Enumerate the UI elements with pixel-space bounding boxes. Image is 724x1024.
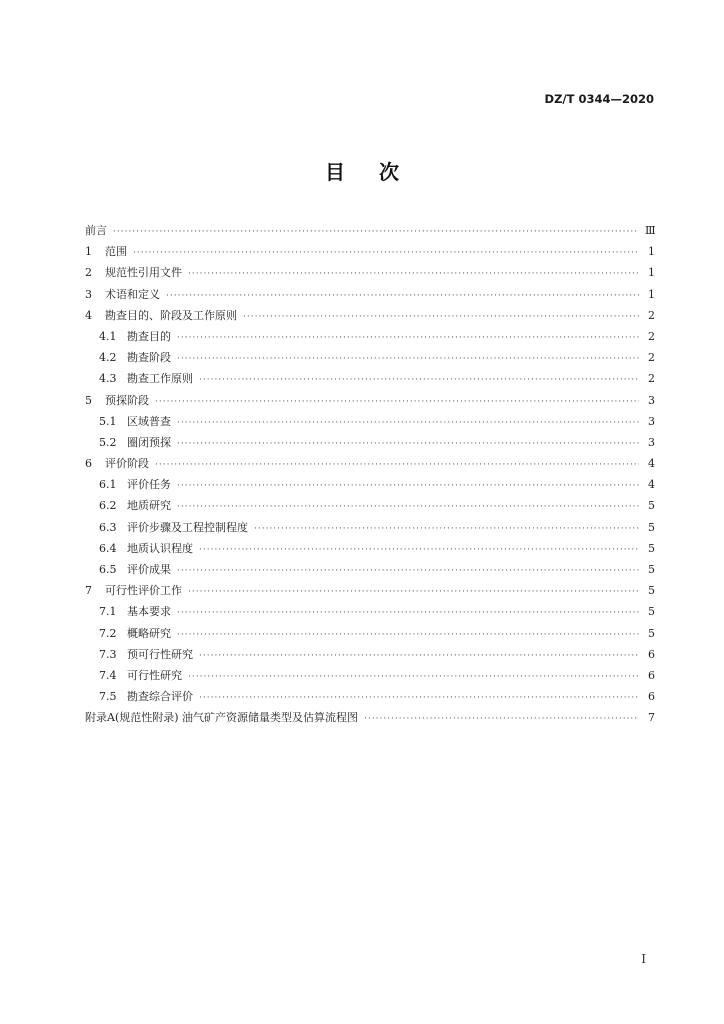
toc-leader-dots (155, 392, 639, 413)
toc-entry-page: 3 (648, 435, 655, 449)
toc-entry-title: 范围 (105, 245, 127, 259)
toc-entry-title: 评价成果 (127, 563, 171, 576)
toc-entry-page: 2 (648, 329, 655, 343)
toc-entry-title: 地质研究 (127, 499, 171, 513)
toc-leader-dots (113, 222, 639, 243)
toc-entry-5-2[interactable] (85, 432, 655, 453)
toc-entry-page: 3 (648, 393, 655, 407)
toc-entry-number: 6.3 (99, 520, 117, 534)
toc-entry-number: 7.5 (99, 690, 117, 704)
toc-entry-title: 概略研究 (127, 626, 171, 640)
toc-entry-page: 6 (648, 690, 655, 704)
toc-entry-number: 6.5 (99, 563, 117, 576)
toc-entry-page: 5 (648, 563, 655, 576)
toc-entry-title: 规范性引用文件 (105, 266, 182, 280)
toc-entry-title: 区域普查 (127, 414, 171, 428)
toc-entry-number: 7.1 (99, 605, 117, 619)
toc-leader-dots (177, 603, 639, 624)
toc-entry-page: 5 (648, 520, 655, 534)
toc-entry-page: 1 (648, 245, 655, 259)
page-title: 目次 (325, 160, 433, 184)
toc-leader-dots (199, 688, 639, 709)
toc-leader-dots (188, 667, 639, 688)
toc-entry-6-1[interactable] (85, 474, 655, 495)
toc-entry-page: 5 (648, 626, 655, 640)
toc-entry-title: 评价阶段 (105, 457, 149, 471)
toc-leader-dots (177, 497, 639, 518)
toc-leader-dots (177, 476, 639, 497)
toc-entry-7-2[interactable] (85, 623, 655, 644)
toc-entry-number: 7.4 (99, 668, 117, 682)
toc-entry-page: 2 (648, 372, 655, 386)
toc-entry-page: 4 (648, 478, 655, 492)
toc-entry-page: 6 (648, 647, 655, 661)
toc-entry-1[interactable] (85, 241, 655, 262)
toc-entry-page: 6 (648, 668, 655, 682)
toc-entry-7-4[interactable] (85, 665, 655, 686)
toc-leader-dots (199, 540, 639, 561)
toc-entry-page: 2 (648, 308, 655, 322)
toc-entry-number: 5.1 (99, 414, 117, 428)
toc-entry-page: 1 (648, 287, 655, 301)
toc-entry-page: 5 (648, 541, 655, 555)
toc-leader-dots (166, 286, 639, 307)
toc-entry-number: 7.3 (99, 647, 117, 661)
toc-entry-page: 5 (648, 605, 655, 619)
toc-entry-page: 7 (648, 711, 655, 725)
toc-entry-title: 地质认识程度 (127, 541, 193, 555)
toc-entry-number: 3 (85, 287, 92, 301)
toc-entry-number: 4 (85, 308, 92, 322)
toc-leader-dots (177, 625, 639, 646)
toc-entry-title: 勘查阶段 (127, 351, 171, 365)
toc-leader-dots (188, 582, 639, 603)
toc-leader-dots (177, 413, 639, 434)
toc-entry-appendix-a[interactable] (85, 707, 655, 728)
toc-entry-7-3[interactable] (85, 644, 655, 665)
toc-leader-dots (177, 434, 639, 455)
toc-entry-6-3[interactable] (85, 517, 655, 538)
toc-entry-title: 附录A(规范性附录) 油气矿产资源储量类型及估算流程图 (85, 711, 359, 725)
toc-entry-title: 勘查综合评价 (127, 690, 193, 704)
toc-entry-title: 前言 (85, 224, 107, 237)
toc-entry-title: 勘查目的、阶段及工作原则 (105, 308, 237, 322)
toc-entry-title: 预可行性研究 (127, 647, 193, 661)
toc-entry-page: 5 (648, 499, 655, 513)
toc-leader-dots (199, 646, 639, 667)
toc-entry-6[interactable] (85, 453, 655, 474)
toc-entry-7-5[interactable] (85, 686, 655, 707)
toc-entry-number: 4.2 (99, 351, 117, 365)
toc-entry-7[interactable] (85, 580, 655, 601)
toc-entry-4-1[interactable] (85, 326, 655, 347)
toc-entry-6-5[interactable] (85, 559, 655, 580)
toc-entry-number: 6.2 (99, 499, 117, 513)
toc-entry-4-2[interactable] (85, 347, 655, 368)
toc-entry-title: 勘查目的 (127, 329, 171, 343)
toc-entry-number: 5 (85, 393, 92, 407)
toc-entry-title: 评价步骤及工程控制程度 (127, 520, 248, 534)
toc-entry-foreword[interactable] (85, 220, 655, 241)
toc-entry-number: 4.3 (99, 372, 117, 386)
toc-entry-number: 2 (85, 266, 92, 280)
toc-entry-title: 勘查工作原则 (127, 372, 193, 386)
toc-entry-title: 评价任务 (127, 478, 171, 492)
toc-leader-dots (177, 349, 639, 370)
toc-entry-page: 4 (648, 457, 655, 471)
table-of-contents (85, 220, 655, 729)
toc-entry-page: Ⅲ (645, 224, 656, 237)
toc-entry-number: 7.2 (99, 626, 117, 640)
toc-leader-dots (199, 370, 639, 391)
toc-leader-dots (254, 519, 639, 540)
toc-entry-title: 术语和定义 (105, 287, 160, 301)
toc-entry-title: 可行性研究 (127, 668, 182, 682)
toc-leader-dots (177, 328, 639, 349)
toc-entry-5-1[interactable] (85, 411, 655, 432)
toc-entry-page: 2 (648, 351, 655, 365)
toc-leader-dots (155, 455, 639, 476)
toc-leader-dots (133, 243, 639, 264)
toc-entry-5[interactable] (85, 390, 655, 411)
toc-entry-4[interactable] (85, 305, 655, 326)
toc-entry-number: 6 (85, 457, 92, 471)
toc-entry-3[interactable] (85, 284, 655, 305)
toc-leader-dots (364, 709, 639, 730)
toc-entry-page: 1 (648, 266, 655, 280)
toc-entry-number: 1 (85, 245, 92, 259)
toc-entry-page: 5 (648, 584, 655, 598)
toc-entry-7-1[interactable] (85, 601, 655, 622)
standard-code: DZ/T 0344—2020 (544, 92, 654, 106)
toc-entry-number: 7 (85, 584, 92, 598)
toc-entry-4-3[interactable] (85, 368, 655, 389)
toc-entry-6-4[interactable] (85, 538, 655, 559)
toc-entry-title: 可行性评价工作 (105, 584, 182, 598)
toc-entry-6-2[interactable] (85, 495, 655, 516)
page-number: I (641, 952, 646, 966)
toc-entry-number: 6.4 (99, 541, 117, 555)
toc-entry-2[interactable] (85, 262, 655, 283)
toc-entry-number: 4.1 (99, 329, 117, 343)
toc-entry-title: 预探阶段 (105, 393, 149, 407)
toc-entry-number: 6.1 (99, 478, 117, 492)
toc-entry-number: 5.2 (99, 435, 117, 449)
toc-entry-title: 圈闭预探 (127, 435, 171, 449)
toc-leader-dots (177, 561, 639, 582)
toc-entry-page: 3 (648, 414, 655, 428)
toc-entry-title: 基本要求 (127, 605, 171, 619)
toc-leader-dots (188, 264, 639, 285)
toc-leader-dots (243, 307, 639, 328)
